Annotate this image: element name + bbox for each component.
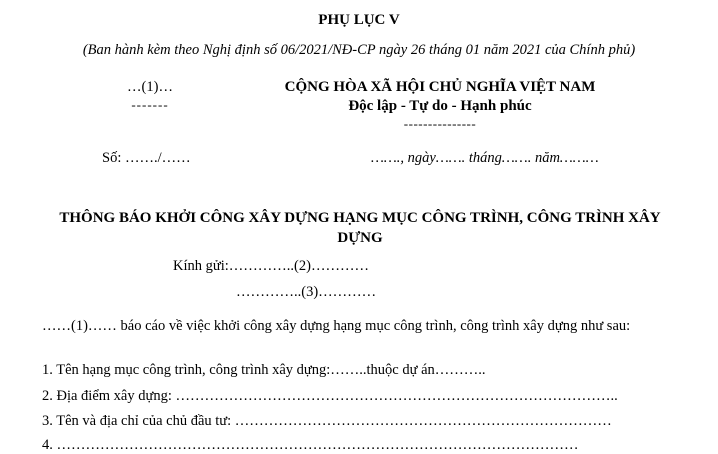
item-four: 4. ……………………………………………………………………………………………… xyxy=(42,437,579,453)
item-location: 2. Địa điểm xây dựng: ……………………………………………………………………………….. xyxy=(42,388,618,404)
notice-title: THÔNG BÁO KHỞI CÔNG XÂY DỰNG HẠNG MỤC CÔNG TRÌNH, CÔNG TRÌNH XÂY DỰNG xyxy=(59,210,661,246)
item-project-name: 1. Tên hạng mục công trình, công trình xây dựng:……..thuộc dự án……….. xyxy=(42,362,486,378)
item-investor: 3. Tên và địa chỉ của chủ đầu tư: …………………………………………………………………… xyxy=(42,413,612,429)
document-number: Số: ……./…… xyxy=(102,150,191,166)
recipient-line-2: …………..(3)………… xyxy=(236,284,377,300)
intro-paragraph: ……(1)…… báo cáo về việc khởi công xây dựng hạng mục công trình, công trình xây dựng như sau: xyxy=(42,318,631,334)
national-motto: Độc lập - Tự do - Hạnh phúc xyxy=(348,98,532,114)
recipient-line-1: Kính gửi:…………..(2)………… xyxy=(173,258,369,274)
country-name: CỘNG HÒA XÃ HỘI CHỦ NGHĨA VIỆT NAM xyxy=(284,79,596,95)
issuing-organization-placeholder: …(1)… xyxy=(127,79,173,95)
motto-divider: --------------- xyxy=(403,116,477,131)
document-date: ……., ngày……. tháng……. năm……… xyxy=(371,150,599,166)
decree-reference: (Ban hành kèm theo Nghị định số 06/2021/NĐ-CP ngày 26 tháng 01 năm 2021 của Chính phủ) xyxy=(82,42,636,58)
organization-divider: ------- xyxy=(131,97,169,112)
appendix-title: PHỤ LỤC V xyxy=(318,12,400,28)
